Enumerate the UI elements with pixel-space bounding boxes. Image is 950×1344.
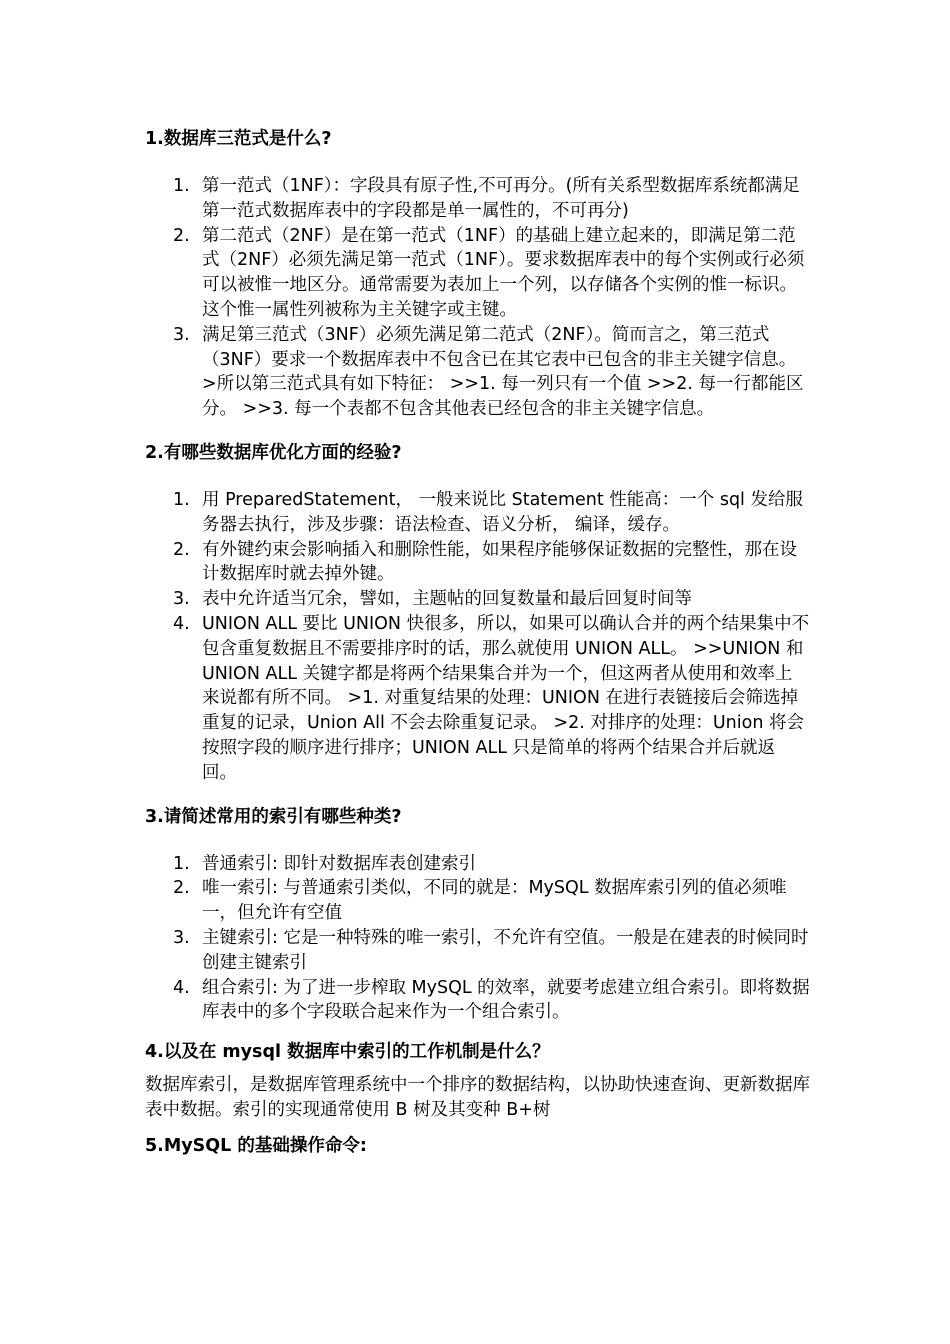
section-heading: 1.数据库三范式是什么? xyxy=(145,129,332,149)
section-normal-forms xyxy=(145,126,810,422)
list-item-number: 3. xyxy=(173,927,190,948)
list-item xyxy=(145,852,810,877)
list-item xyxy=(145,174,810,224)
list-item-text: 表中允许适当冗余，譬如，主题帖的回复数量和最后回复时间等 xyxy=(202,589,692,610)
list-item-number: 2. xyxy=(173,539,190,560)
section-heading: 4.以及在 mysql 数据库中索引的工作机制是什么？ xyxy=(145,1042,550,1063)
optimization-list xyxy=(145,488,810,786)
list-item xyxy=(145,224,810,323)
list-item xyxy=(145,488,810,538)
list-item-text: 第二范式（2NF）是在第一范式（1NF）的基础上建立起来的，即满足第二范式（2NF）必须先满足第一范式（1NF）。要求数据库表中的每个实例或行必须可以被惟一地区分。通常需要为表加上一个列，以存储各个实例的惟一标识。这个惟一属性列被称为主关键字或主键。 xyxy=(202,225,805,320)
section-heading: 3.请简述常用的索引有哪些种类? xyxy=(145,806,402,827)
section-heading: 5.MySQL 的基础操作命令: xyxy=(145,1135,367,1156)
list-item xyxy=(145,612,810,786)
document-page xyxy=(145,126,810,1159)
list-item xyxy=(145,876,810,926)
list-item-text: 用 PreparedStatement， 一般来说比 Statement 性能高：一个 sql 发给服务器去执行，涉及步骤：语法检查、语义分析， 编译，缓存。 xyxy=(202,489,803,535)
list-item-number: 1. xyxy=(173,489,190,510)
list-item-number: 2. xyxy=(173,225,190,246)
list-item-number: 1. xyxy=(173,853,190,874)
section-index-types xyxy=(145,804,810,1026)
list-item-number: 3. xyxy=(173,589,190,610)
list-item-text: 组合索引: 为了进一步榨取 MySQL 的效率，就要考虑建立组合索引。即将数据库表中的多个字段联合起来作为一个组合索引。 xyxy=(202,977,810,1023)
list-item-text: 有外键约束会影响插入和删除性能，如果程序能够保证数据的完整性，那在设计数据库时就去掉外键。 xyxy=(202,539,797,585)
list-item-text: 普通索引: 即针对数据库表创建索引 xyxy=(202,853,476,874)
list-item xyxy=(145,926,810,976)
list-item-number: 2. xyxy=(173,878,190,899)
normal-forms-list xyxy=(145,174,810,422)
list-item-number: 4. xyxy=(173,977,190,998)
section-index-mechanism xyxy=(145,1039,810,1123)
section-paragraph: 数据库索引，是数据库管理系统中一个排序的数据结构，以协助快速查询、更新数据库表中数据。索引的实现通常使用 B 树及其变种 B+树 xyxy=(145,1075,810,1120)
list-item xyxy=(145,587,810,612)
list-item-number: 3. xyxy=(173,324,190,345)
list-item-text: UNION ALL 要比 UNION 快很多，所以，如果可以确认合并的两个结果集中不包含重复数据且不需要排序时的话，那么就使用 UNION ALL。 >>UNION 和 UNION ALL 关键字都是将两个结果集合并为一个，但这两者从使用和效率上来说都有所不同。 >1. 对重复结果的处理：UNION 在进行表链接后会筛选掉重复的记录，Union All 不会去除重复记录。 >2. 对排序的处理：Union 将会按照字段的顺序进行排序；UNION ALL 只是简单的将两个结果合并后就返回。 xyxy=(202,613,810,783)
section-db-optimization xyxy=(145,440,810,786)
list-item-text: 满足第三范式（3NF）必须先满足第二范式（2NF）。简而言之，第三范式（3NF）要求一个数据库表中不包含已在其它表中已包含的非主关键字信息。 >所以第三范式具有如下特征： >>1. 每一列只有一个值 >>2. 每一行都能区分。 >>3. 每一个表都不包含其他表已经包含的非主关键字信息。 xyxy=(202,324,804,420)
list-item-text: 唯一索引: 与普通索引类似，不同的就是：MySQL 数据库索引列的值必须唯一，但允许有空值 xyxy=(202,878,787,924)
list-item xyxy=(145,323,810,422)
section-mysql-commands xyxy=(145,1133,810,1159)
list-item xyxy=(145,538,810,588)
list-item-text: 第一范式（1NF）：字段具有原子性,不可再分。(所有关系型数据库系统都满足第一范式数据库表中的字段都是单一属性的，不可再分) xyxy=(202,176,800,221)
list-item-number: 4. xyxy=(173,613,190,634)
list-item-number: 1. xyxy=(173,176,190,196)
section-heading: 2.有哪些数据库优化方面的经验? xyxy=(145,442,402,463)
list-item xyxy=(145,976,810,1026)
list-item-text: 主键索引: 它是一种特殊的唯一索引，不允许有空值。一般是在建表的时候同时创建主键索引 xyxy=(202,927,809,973)
index-types-list xyxy=(145,852,810,1026)
